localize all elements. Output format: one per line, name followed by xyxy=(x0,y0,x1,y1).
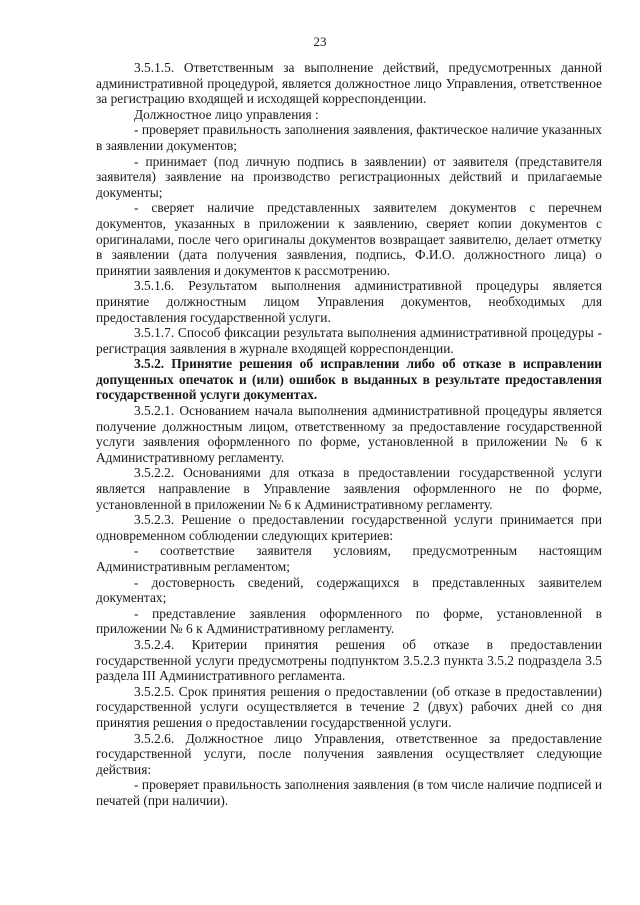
paragraph: Должностное лицо управления : xyxy=(134,106,319,122)
paragraph: - принимает (под личную подпись в заявлении) от заявителя (представителя заявителя) заявление на производство регистрационных действий и прилагаемые документы; xyxy=(96,153,602,200)
paragraph: 3.5.2.3. Решение о предоставлении государственной услуги принимается при одновременном соблюдении следующих критериев: xyxy=(96,512,602,543)
document-body xyxy=(96,60,602,809)
paragraph: 3.5.2.5. Срок принятия решения о предоставлении (об отказе в предоставлении) государственной услуги осуществляется в течение 2 (двух) рабочих дней со дня принятия решения о предоставлении государственной услуги. xyxy=(96,683,602,730)
section-heading: 3.5.2. Принятие решения об исправлении либо об отказе в исправлении допущенных опечаток и (или) ошибок в выданных в результате предоставления государственной услуги документах. xyxy=(96,356,602,403)
paragraph: - соответствие заявителя условиям, предусмотренным настоящим Административным регламентом; xyxy=(96,543,602,574)
paragraph: 3.5.2.1. Основанием начала выполнения административной процедуры является получение должностным лицом, ответственному за предоставление государственной услуги заявления оформленного по форме, установленной в приложении № 6 к Административному регламенту. xyxy=(96,403,602,465)
page-number: 23 xyxy=(313,34,327,49)
paragraph: 3.5.1.7. Способ фиксации результата выполнения административной процедуры - регистрация заявления в журнале входящей корреспонденции. xyxy=(96,325,602,356)
paragraph: - достоверность сведений, содержащихся в представленных заявителем документах; xyxy=(96,574,602,606)
paragraph: 3.5.2.4. Критерии принятия решения об отказе в предоставлении государственной услуги предусмотрены подпунктом 3.5.2.3 пункта 3.5.2 подраздела 3.5 раздела III Административного регламента. xyxy=(96,636,602,684)
paragraph: 3.5.2.6. Должностное лицо Управления, ответственное за предоставление государственной услуги, после получения заявления осуществляет следующие действия: xyxy=(96,730,602,777)
paragraph: - сверяет наличие представленных заявителем документов с перечнем документов, указанных в приложении к заявлению, сверяет копии документов с оригиналами, после чего оригиналы документов возвращает заявителю, делает отметку в заявлении (дата получения заявления, подпись, Ф.И.О. должностного лица) о принятии заявления и документов к рассмотрению. xyxy=(96,200,602,278)
paragraph: - проверяет правильность заполнения заявления (в том числе наличие подписей и печатей (при наличии). xyxy=(96,777,602,808)
paragraph: 3.5.1.5. Ответственным за выполнение действий, предусмотренных данной административной процедурой, является должностное лицо Управления, ответственное за регистрацию входящей и исходящей корреспонденции. xyxy=(96,60,602,107)
paragraph: 3.5.1.6. Результатом выполнения административной процедуры является принятие должностным лицом Управления документов, необходимых для предоставления государственной услуги. xyxy=(96,278,602,325)
paragraph: 3.5.2.2. Основаниями для отказа в предоставлении государственной услуги является направление в Управление заявления оформленного не по форме, установленной в приложении № 6 к Административному регламенту. xyxy=(96,465,602,512)
paragraph: - проверяет правильность заполнения заявления, фактическое наличие указанных в заявлении документов; xyxy=(96,122,602,153)
paragraph: - представление заявления оформленного по форме, установленной в приложении № 6 к Административному регламенту. xyxy=(96,605,602,637)
